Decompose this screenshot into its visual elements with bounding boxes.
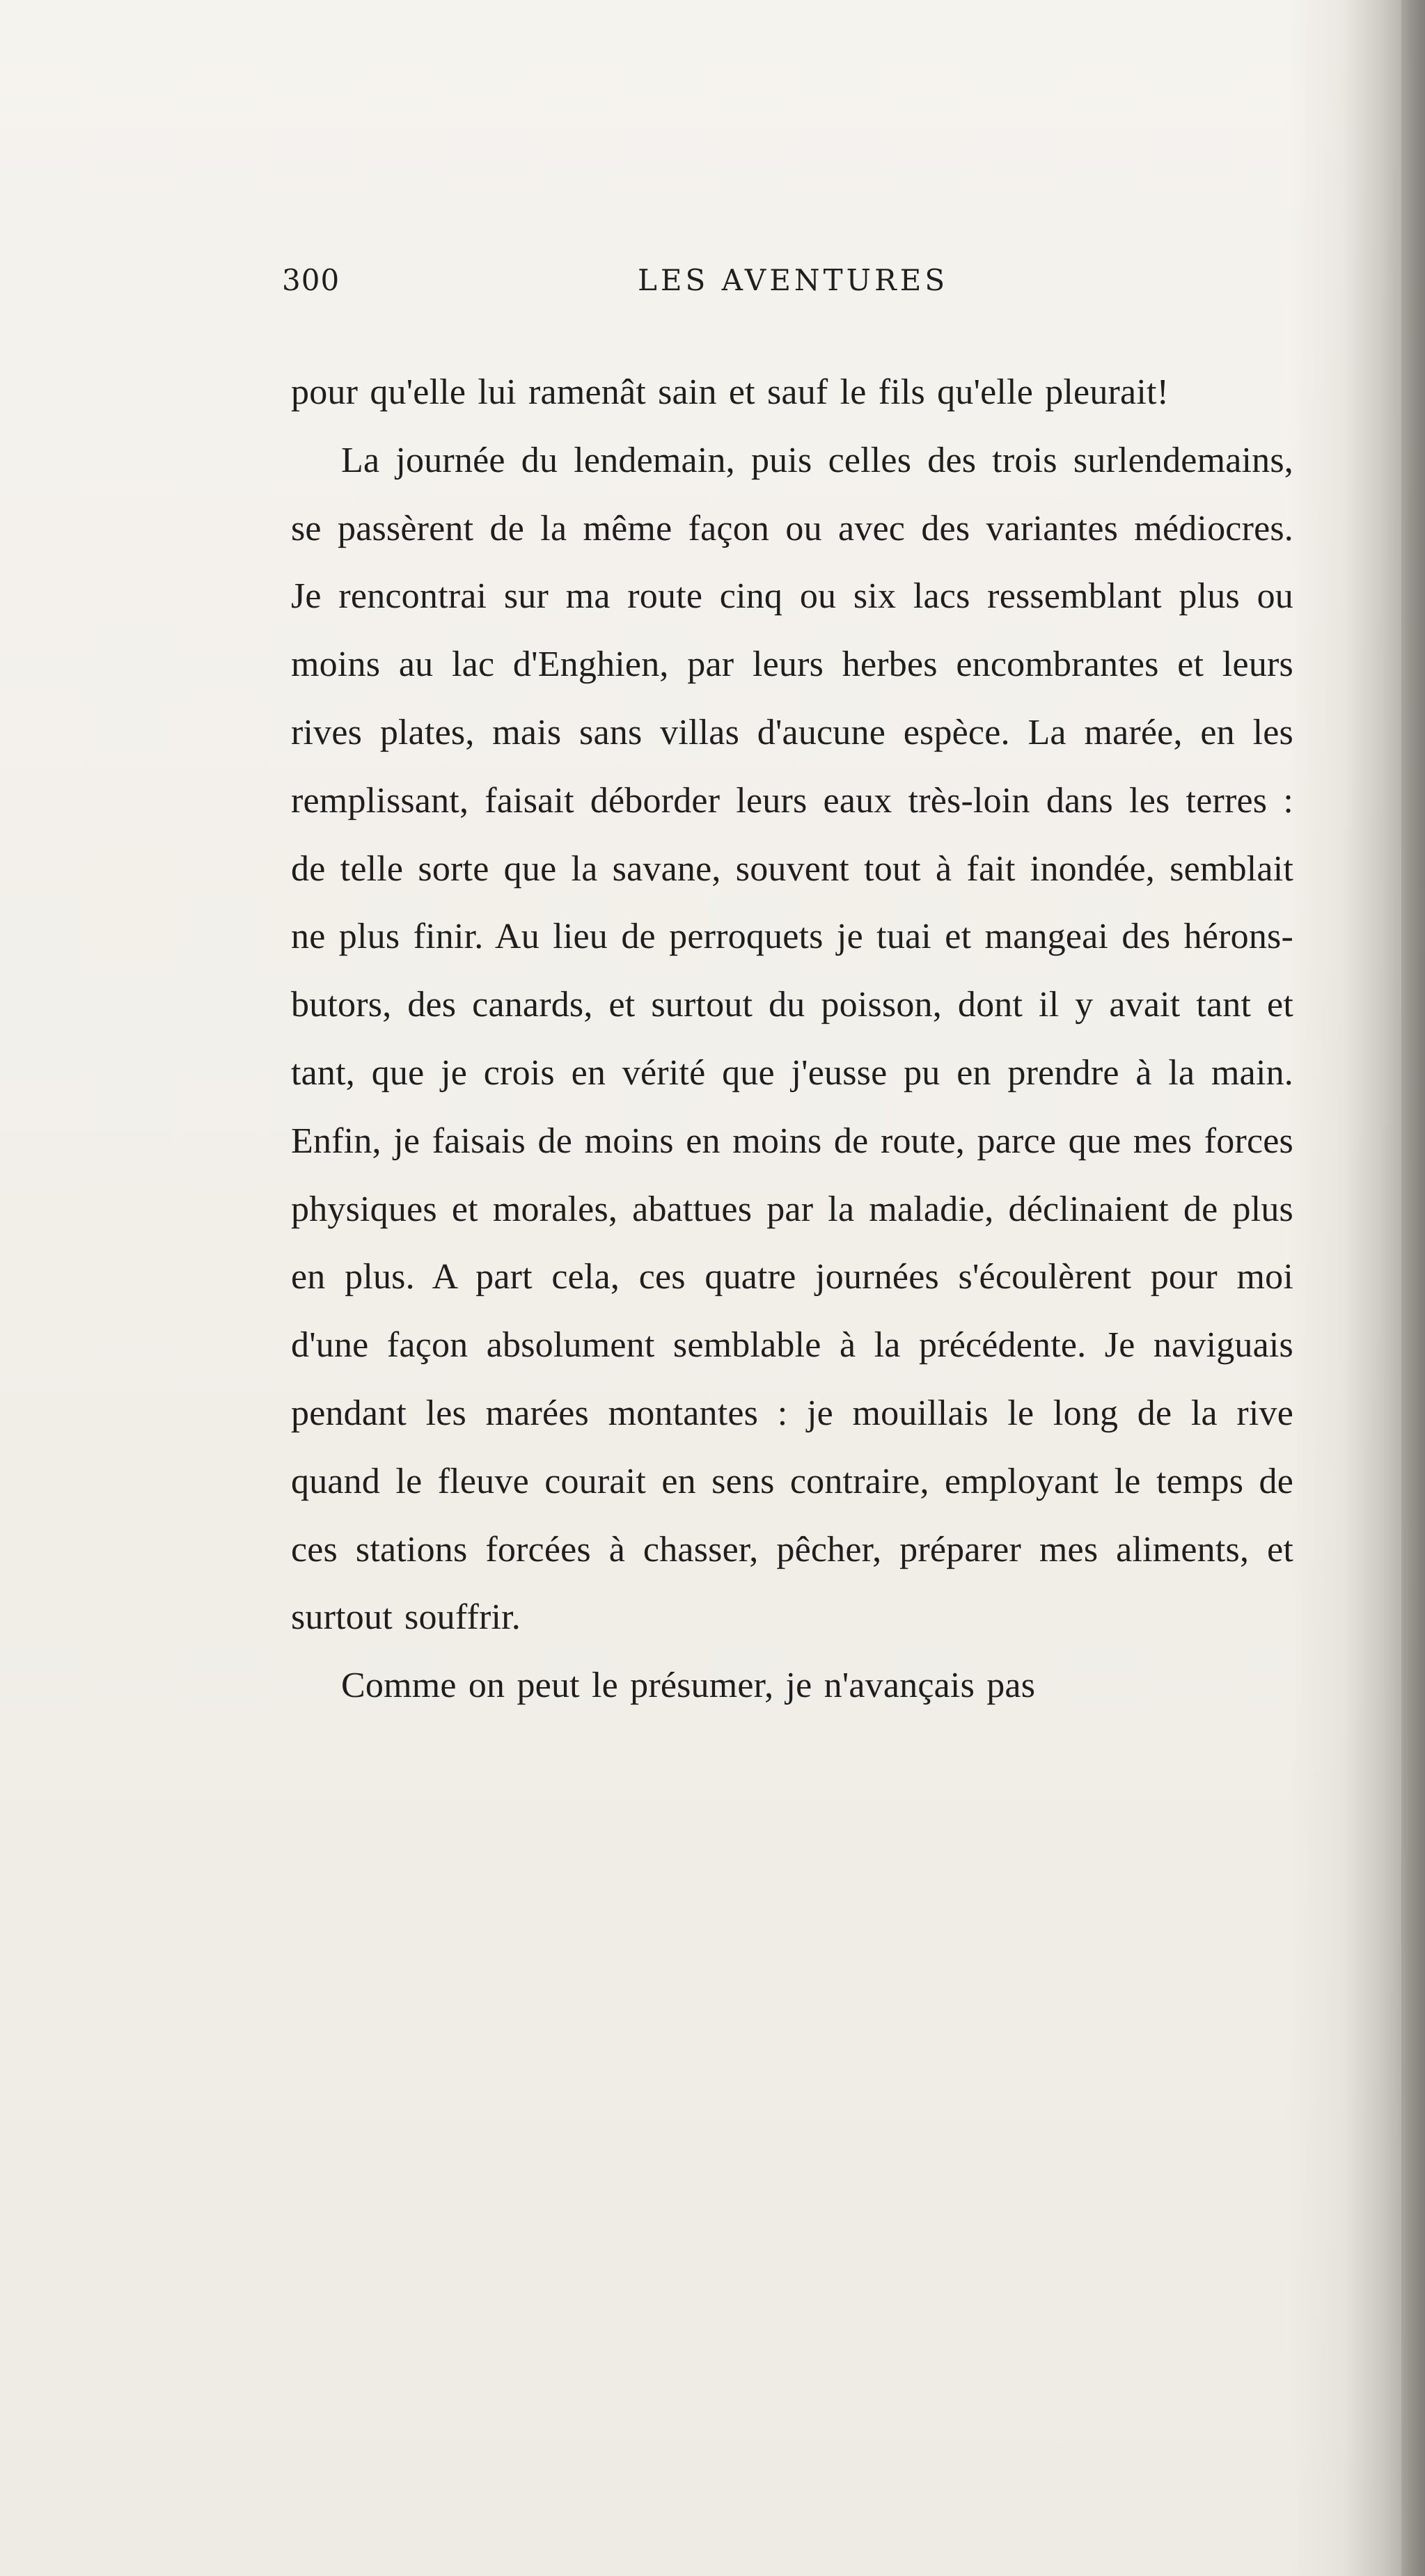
paragraph-3: Comme on peut le présumer, je n'avançais pas	[341, 1666, 1036, 1706]
page-header	[282, 263, 1291, 312]
paragraph-1: pour qu'elle lui ramenât sain et sauf le fils qu'elle pleurait!	[291, 372, 1170, 412]
paragraph-2: La journée du lendemain, puis celles des trois surlendemains, se passèrent de la même façon ou avec des variantes médiocres. Je rencontrai sur ma route cinq ou six lacs ressemblant plus ou moins au lac d'Enghien, par leurs herbes encombrantes et leurs rives plates, mais sans villas d'aucune espèce. La marée, en les remplissant, faisait déborder leurs eaux très-loin dans les terres : de telle sorte que la savane, souvent tout à fait inondée, semblait ne plus finir. Au lieu de perroquets je tuai et mangeai des hérons-butors, des canards, et surtout du poisson, dont il y avait tant et tant, que je crois en vérité que j'eusse pu en prendre à la main. Enfin, je faisais de moins en moins de route, parce que mes forces physiques et morales, abattues par la maladie, déclinaient de plus en plus. A part cela, ces quatre journées s'écoulèrent pour moi d'une façon absolument semblable à la précédente. Je naviguais pendant les marées montantes : je mouillais le long de la rive quand le fleuve courait en sens contraire, employant le temps de ces stations forcées à chasser, pêcher, préparer mes aliments, et surtout souffrir.	[291, 440, 1293, 1638]
page-number: 300	[282, 263, 340, 297]
body-text	[291, 358, 1293, 1720]
page-edge-shadow	[1401, 0, 1425, 2576]
running-head: LES AVENTURES	[638, 263, 949, 297]
